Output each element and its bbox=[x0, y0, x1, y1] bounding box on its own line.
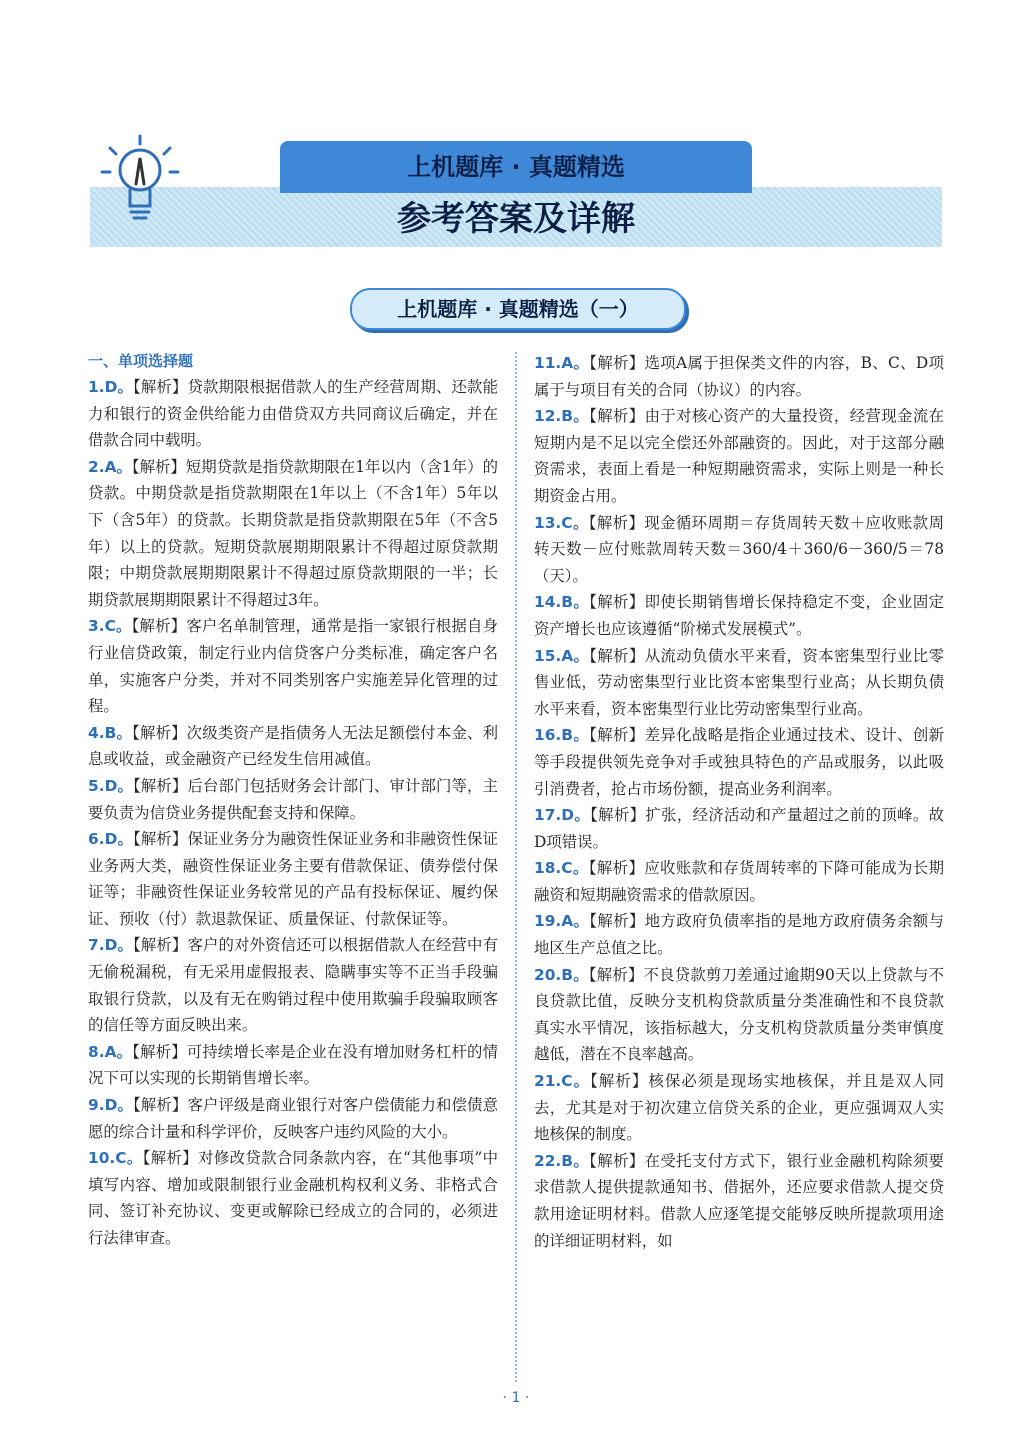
analysis-text: 应收账款和存货周转率的下降可能成为长期融资和短期融资需求的借款原因。 bbox=[534, 859, 944, 904]
analysis-tag: 【解析】 bbox=[132, 723, 187, 742]
page-number: · 1 · bbox=[502, 1390, 530, 1406]
analysis-text: 差异化战略是指企业通过技术、设计、创新等手段提供领先竞争对手或独具特色的产品或服务，以此吸引消费者，抢占市场份额，提高业务利润率。 bbox=[534, 726, 944, 798]
answer-number: 16. bbox=[534, 726, 562, 745]
answer-choice: A。 bbox=[561, 646, 590, 665]
answer-choice: C。 bbox=[561, 513, 589, 532]
answer-choice: C。 bbox=[104, 617, 132, 636]
answer-choice: A。 bbox=[561, 354, 590, 372]
answer-number: 18. bbox=[534, 859, 562, 878]
analysis-text: 后台部门包括财务会计部门、审计部门等，主要负责为信贷业务提供配套支持和保障。 bbox=[88, 776, 498, 822]
answer-item bbox=[88, 1145, 498, 1251]
answer-item bbox=[534, 510, 944, 590]
analysis-tag: 【解析】 bbox=[588, 965, 644, 984]
analysis-tag: 【解析】 bbox=[590, 806, 646, 825]
answer-number: 4. bbox=[88, 723, 105, 742]
analysis-text: 现金循环周期＝存货周转天数＋应收账款周转天数－应付账款周转天数＝360/4＋360/6－360/5＝78（天）。 bbox=[534, 513, 944, 585]
answer-number: 2. bbox=[88, 457, 105, 476]
analysis-text: 核保必须是现场实地核保，并且是双人同去，尤其是对于初次建立信贷关系的企业，更应强调双人实地核保的制度。 bbox=[534, 1072, 944, 1144]
answer-choice: A。 bbox=[104, 1042, 133, 1061]
analysis-text: 选项A属于担保类文件的内容，B、C、D项属于与项目有关的合同（协议）的内容。 bbox=[534, 354, 944, 399]
answer-item bbox=[534, 908, 944, 961]
answer-number: 11. bbox=[534, 354, 562, 372]
analysis-text: 贷款期限根据借款人的生产经营周期、还款能力和银行的资金供给能力由借贷双方共同商议后确定，并在借款合同中载明。 bbox=[88, 378, 498, 450]
answer-number: 1. bbox=[88, 378, 105, 396]
answer-number: 10. bbox=[88, 1149, 116, 1168]
answer-number: 17. bbox=[534, 806, 562, 825]
answer-item bbox=[534, 403, 944, 509]
analysis-tag: 【解析】 bbox=[589, 646, 645, 665]
analysis-tag: 【解析】 bbox=[133, 830, 188, 849]
answer-choice: C。 bbox=[561, 1072, 591, 1091]
answer-choice: B。 bbox=[104, 723, 133, 742]
answer-choice: C。 bbox=[561, 859, 589, 878]
answer-choice: A。 bbox=[104, 457, 132, 476]
answer-number: 19. bbox=[534, 912, 562, 931]
answer-item bbox=[88, 1092, 498, 1145]
answer-item bbox=[534, 1068, 944, 1148]
answer-item bbox=[88, 613, 498, 719]
answer-item bbox=[88, 454, 498, 614]
answer-item bbox=[534, 350, 944, 403]
answer-choice: D。 bbox=[104, 1096, 134, 1115]
lightbulb-icon bbox=[100, 128, 180, 228]
answer-number: 7. bbox=[88, 936, 105, 955]
analysis-text: 不良贷款剪刀差通过逾期90天以上贷款与不良贷款比值，反映分支机构贷款质量分类准确性和不良贷款真实水平情况，该指标越大，分支机构贷款质量分类审慎度越低，潜在不良率越高。 bbox=[534, 965, 944, 1064]
answer-choice: D。 bbox=[104, 378, 134, 396]
answer-number: 15. bbox=[534, 646, 562, 665]
analysis-tag: 【解析】 bbox=[133, 1096, 188, 1115]
analysis-tag: 【解析】 bbox=[133, 378, 188, 396]
answer-item bbox=[88, 773, 498, 826]
answer-choice: D。 bbox=[104, 830, 134, 849]
analysis-text: 可持续增长率是企业在没有增加财务杠杆的情况下可以实现的长期销售增长率。 bbox=[88, 1042, 498, 1088]
answer-choice: B。 bbox=[561, 965, 589, 984]
answer-number: 22. bbox=[534, 1151, 562, 1170]
analysis-tag: 【解析】 bbox=[589, 407, 645, 426]
answer-item bbox=[534, 589, 944, 642]
analysis-tag: 【解析】 bbox=[589, 726, 645, 745]
answer-choice: D。 bbox=[104, 776, 134, 795]
answer-item bbox=[534, 1148, 944, 1254]
analysis-text: 短期贷款是指贷款期限在1年以内（含1年）的贷款。中期贷款是指贷款期限在1年以上（不含1年）5年以下（含5年）的贷款。长期贷款是指贷款期限在5年（不含5年）以上的贷款。短期贷款展期期限累计不得超过原贷款期限；中期贷款展期期限累计不得超过原贷款期限的一半；长期贷款展期期限累计不得超过3年。 bbox=[88, 457, 498, 609]
answer-number: 8. bbox=[88, 1042, 105, 1061]
analysis-tag: 【解析】 bbox=[133, 936, 188, 955]
answer-choice: C。 bbox=[115, 1149, 143, 1168]
answer-choice: B。 bbox=[561, 726, 590, 745]
analysis-text: 次级类资产是指债务人无法足额偿付本金、利息或收益，或金融资产已经发生信用减值。 bbox=[88, 723, 498, 769]
analysis-text: 客户名单制管理，通常是指一家银行根据自身行业信贷政策，制定行业内信贷客户分类标准，确定客户名单，实施客户分类，并对不同类别客户实施差异化管理的过程。 bbox=[88, 617, 498, 716]
section-subtitle: 上机题库 · 真题精选（一） bbox=[350, 288, 686, 330]
analysis-text: 从流动负债水平来看，资本密集型行业比零售业低，劳动密集型行业比资本密集型行业高；从长期负债水平来看，资本密集型行业比劳动密集型行业高。 bbox=[534, 646, 944, 718]
answer-choice: A。 bbox=[561, 912, 590, 931]
analysis-tag: 【解析】 bbox=[589, 354, 645, 372]
answer-number: 3. bbox=[88, 617, 105, 636]
right-column bbox=[534, 350, 944, 1254]
page-title: 参考答案及详解 bbox=[397, 199, 635, 239]
answer-list-left bbox=[88, 374, 498, 1252]
analysis-text: 客户的对外资信还可以根据借款人在经营中有无偷税漏税，有无采用虚假报表、隐瞒事实等不正当手段骗取银行贷款，以及有无在购销过程中使用欺骗手段骗取顾客的信任等方面反映出来。 bbox=[88, 936, 498, 1035]
analysis-tag: 【解析】 bbox=[133, 776, 188, 795]
analysis-tag: 【解析】 bbox=[131, 617, 187, 636]
answer-number: 13. bbox=[534, 513, 562, 532]
answer-number: 21. bbox=[534, 1072, 562, 1091]
answer-number: 14. bbox=[534, 593, 562, 612]
section-heading: 一、单项选择题 bbox=[88, 352, 194, 370]
answer-item bbox=[88, 374, 498, 454]
answer-number: 9. bbox=[88, 1096, 105, 1115]
analysis-text: 在受托支付方式下，银行业金融机构除须要求借款人提供提款通知书、借据外，还应要求借款人提交贷款用途证明材料。借款人应逐笔提交能够反映所提款项用途的详细证明材料，如 bbox=[534, 1151, 944, 1250]
analysis-tag: 【解析】 bbox=[132, 1042, 187, 1061]
analysis-tag: 【解析】 bbox=[131, 457, 186, 476]
answer-item bbox=[88, 1039, 498, 1092]
analysis-tag: 【解析】 bbox=[588, 859, 645, 878]
analysis-text: 扩张，经济活动和产量超过之前的顶峰。故D项错误。 bbox=[534, 806, 944, 851]
analysis-text: 客户评级是商业银行对客户偿债能力和偿债意愿的综合计量和科学评价，反映客户违约风险的大小。 bbox=[88, 1096, 498, 1141]
answer-item bbox=[88, 720, 498, 773]
analysis-tag: 【解析】 bbox=[589, 1151, 645, 1170]
answer-list-right bbox=[534, 350, 944, 1254]
answer-item bbox=[534, 855, 944, 908]
answer-choice: D。 bbox=[104, 936, 134, 955]
column-divider bbox=[515, 352, 517, 1382]
answer-item bbox=[534, 802, 944, 855]
answer-number: 12. bbox=[534, 407, 562, 426]
answer-choice: D。 bbox=[561, 806, 591, 825]
analysis-text: 即使长期销售增长保持稳定不变，企业固定资产增长也应该遵循“阶梯式发展模式”。 bbox=[534, 593, 944, 638]
answer-choice: B。 bbox=[561, 407, 590, 426]
answer-number: 20. bbox=[534, 965, 562, 984]
analysis-tag: 【解析】 bbox=[589, 912, 645, 931]
analysis-text: 对修改贷款合同条款内容，在“其他事项”中填写内容、增加或限制银行业金融机构权利义务、非格式合同、签订补充协议、变更或解除已经成立的合同的，必须进行法律审查。 bbox=[88, 1149, 498, 1247]
answer-choice: B。 bbox=[561, 593, 590, 612]
answer-item bbox=[88, 826, 498, 932]
answer-item bbox=[88, 932, 498, 1038]
analysis-tag: 【解析】 bbox=[142, 1149, 199, 1168]
answer-item bbox=[534, 962, 944, 1068]
analysis-tag: 【解析】 bbox=[590, 1072, 649, 1091]
analysis-text: 保证业务分为融资性保证业务和非融资性保证业务两大类，融资性保证业务主要有借款保证、债券偿付保证等；非融资性保证业务较常见的产品有投标保证、履约保证、预收（付）款退款保证、质量保证、付款保证等。 bbox=[88, 830, 498, 928]
answer-number: 5. bbox=[88, 776, 105, 795]
analysis-text: 由于对核心资产的大量投资，经营现金流在短期内是不足以完全偿还外部融资的。因此，对于这部分融资需求，表面上看是一种短期融资需求，实际上则是一种长期资金占用。 bbox=[534, 407, 944, 505]
answer-item bbox=[534, 643, 944, 723]
answer-choice: B。 bbox=[561, 1151, 590, 1170]
left-column bbox=[88, 350, 498, 1252]
analysis-text: 地方政府负债率指的是地方政府债务余额与地区生产总值之比。 bbox=[534, 912, 944, 958]
answer-item bbox=[534, 722, 944, 802]
analysis-tag: 【解析】 bbox=[588, 513, 645, 532]
analysis-tag: 【解析】 bbox=[589, 593, 645, 612]
header-tab-title: 上机题库 · 真题精选 bbox=[280, 141, 752, 193]
answer-number: 6. bbox=[88, 830, 105, 849]
